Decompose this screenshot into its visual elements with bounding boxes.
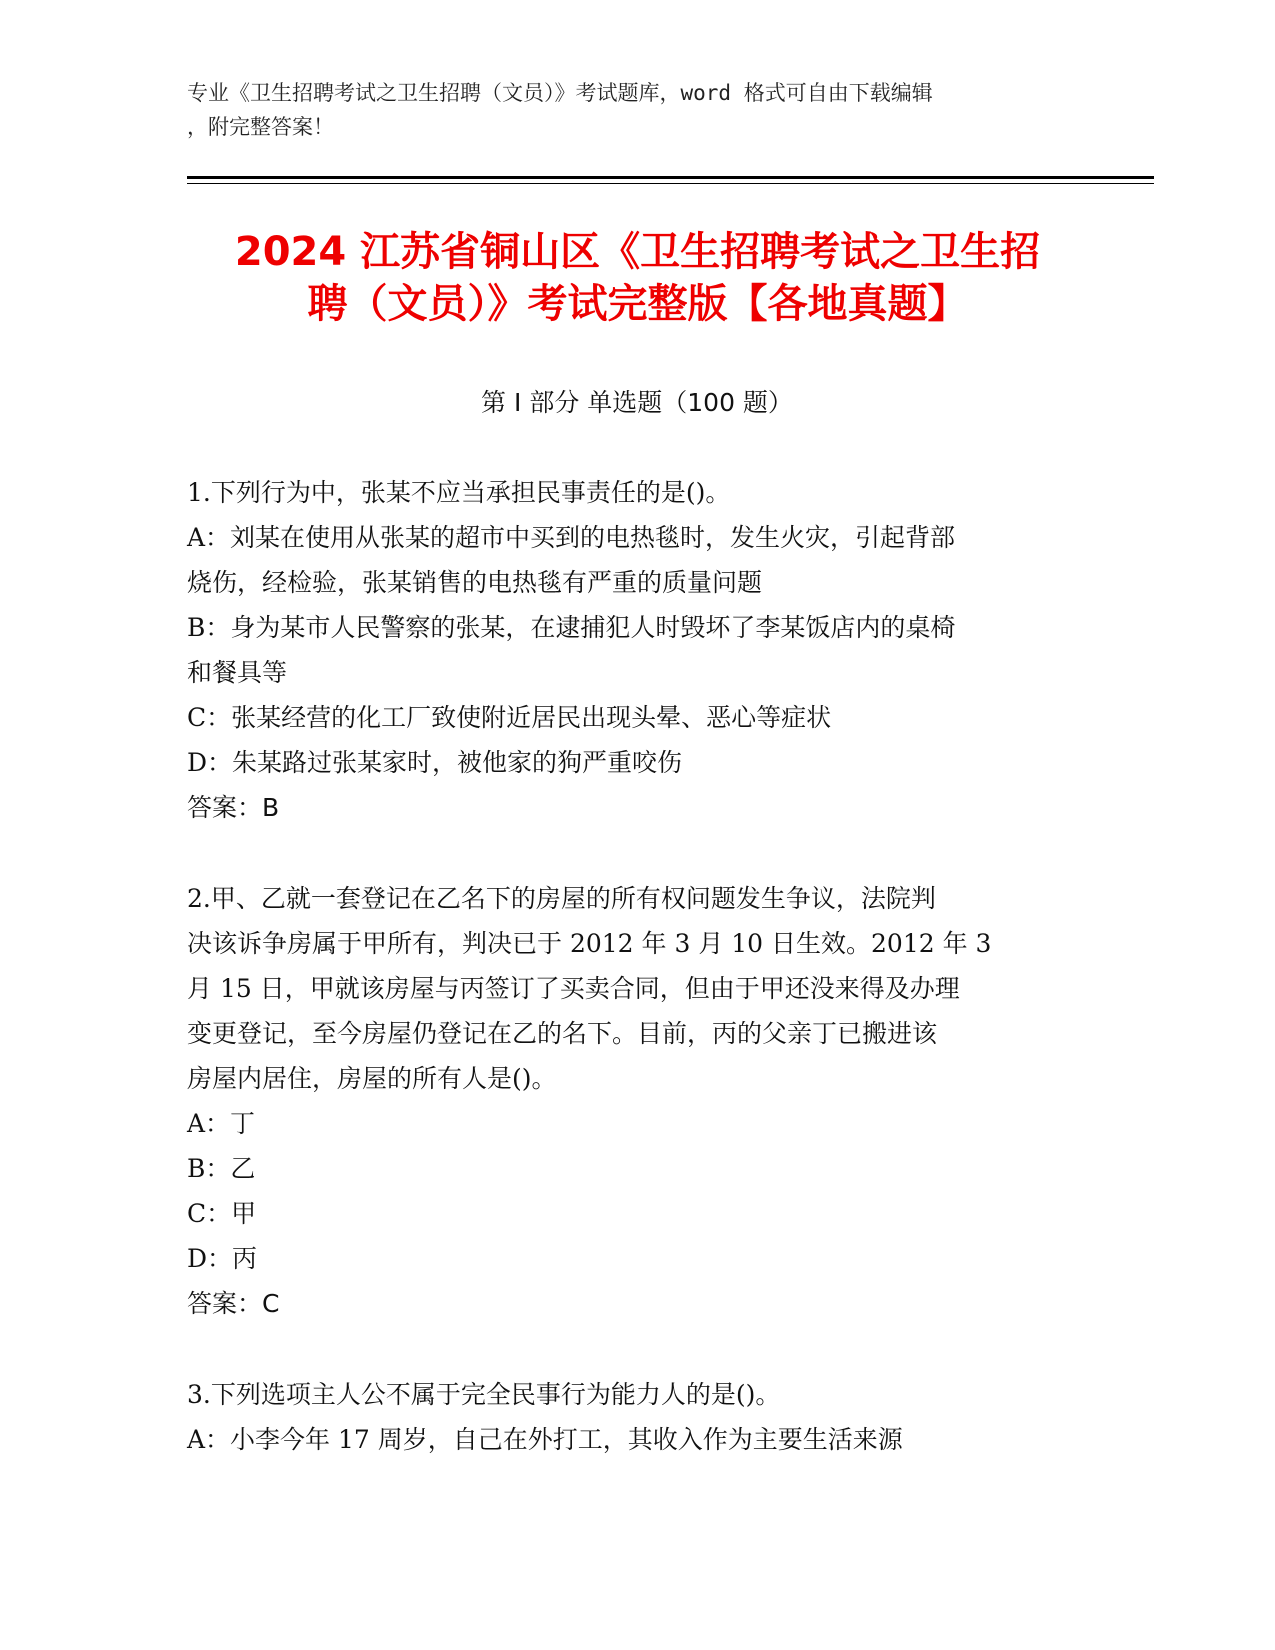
header-rule-thick — [187, 176, 1154, 179]
option-a: A：小李今年 17 周岁，自己在外打工，其收入作为主要生活来源 — [187, 1425, 903, 1454]
question-1 — [187, 470, 1067, 830]
option-c: C：甲 — [187, 1199, 257, 1228]
question-stem: 变更登记，至今房屋仍登记在乙的名下。目前，丙的父亲丁已搬进该 — [187, 1019, 938, 1048]
option-b: B：身为某市人民警察的张某，在逮捕犯人时毁坏了李某饭店内的桌椅 — [187, 613, 956, 642]
answer-label: 答案：C — [187, 1289, 280, 1318]
question-3 — [187, 1372, 1067, 1462]
option-c: C：张某经营的化工厂致使附近居民出现头晕、恶心等症状 — [187, 703, 832, 732]
question-stem: 房屋内居住，房屋的所有人是()。 — [187, 1064, 557, 1093]
document-title — [150, 226, 1125, 330]
question-stem: 3.下列选项主人公不属于完全民事行为能力人的是()。 — [187, 1380, 781, 1409]
answer-label: 答案：B — [187, 793, 280, 822]
question-2 — [187, 876, 1067, 1326]
section-heading: 第 I 部分 单选题（100 题） — [481, 388, 793, 417]
header-note-line-1: 专业《卫生招聘考试之卫生招聘（文员）》考试题库，word 格式可自由下载编辑 — [187, 81, 933, 105]
option-d: D：丙 — [187, 1244, 258, 1273]
header-note-line-2: ，附完整答案！ — [187, 115, 334, 139]
option-a: A：丁 — [187, 1109, 256, 1138]
question-stem: 2.甲、乙就一套登记在乙名下的房屋的所有权问题发生争议，法院判 — [187, 884, 936, 913]
question-stem: 月 15 日，甲就该房屋与丙签订了买卖合同，但由于甲还没来得及办理 — [187, 974, 960, 1003]
question-stem: 1.下列行为中，张某不应当承担民事责任的是()。 — [187, 478, 731, 507]
question-list — [187, 470, 1067, 1508]
option-a: A：刘某在使用从张某的超市中买到的电热毯时，发生火灾，引起背部 — [187, 523, 956, 552]
option-b-continued: 和餐具等 — [187, 658, 288, 687]
header-note — [187, 76, 1067, 144]
question-stem: 决该诉争房属于甲所有，判决已于 2012 年 3 月 10 日生效。2012 年 3 — [187, 929, 992, 958]
document-title-line-1: 2024 江苏省铜山区《卫生招聘考试之卫生招 — [234, 229, 1041, 275]
header-rule-thin — [187, 183, 1154, 184]
option-d: D：朱某路过张某家时，被他家的狗严重咬伤 — [187, 748, 683, 777]
option-a-continued: 烧伤，经检验，张某销售的电热毯有严重的质量问题 — [187, 568, 763, 597]
document-title-line-2: 聘（文员）》考试完整版【各地真题】 — [307, 281, 968, 327]
option-b: B：乙 — [187, 1154, 256, 1183]
